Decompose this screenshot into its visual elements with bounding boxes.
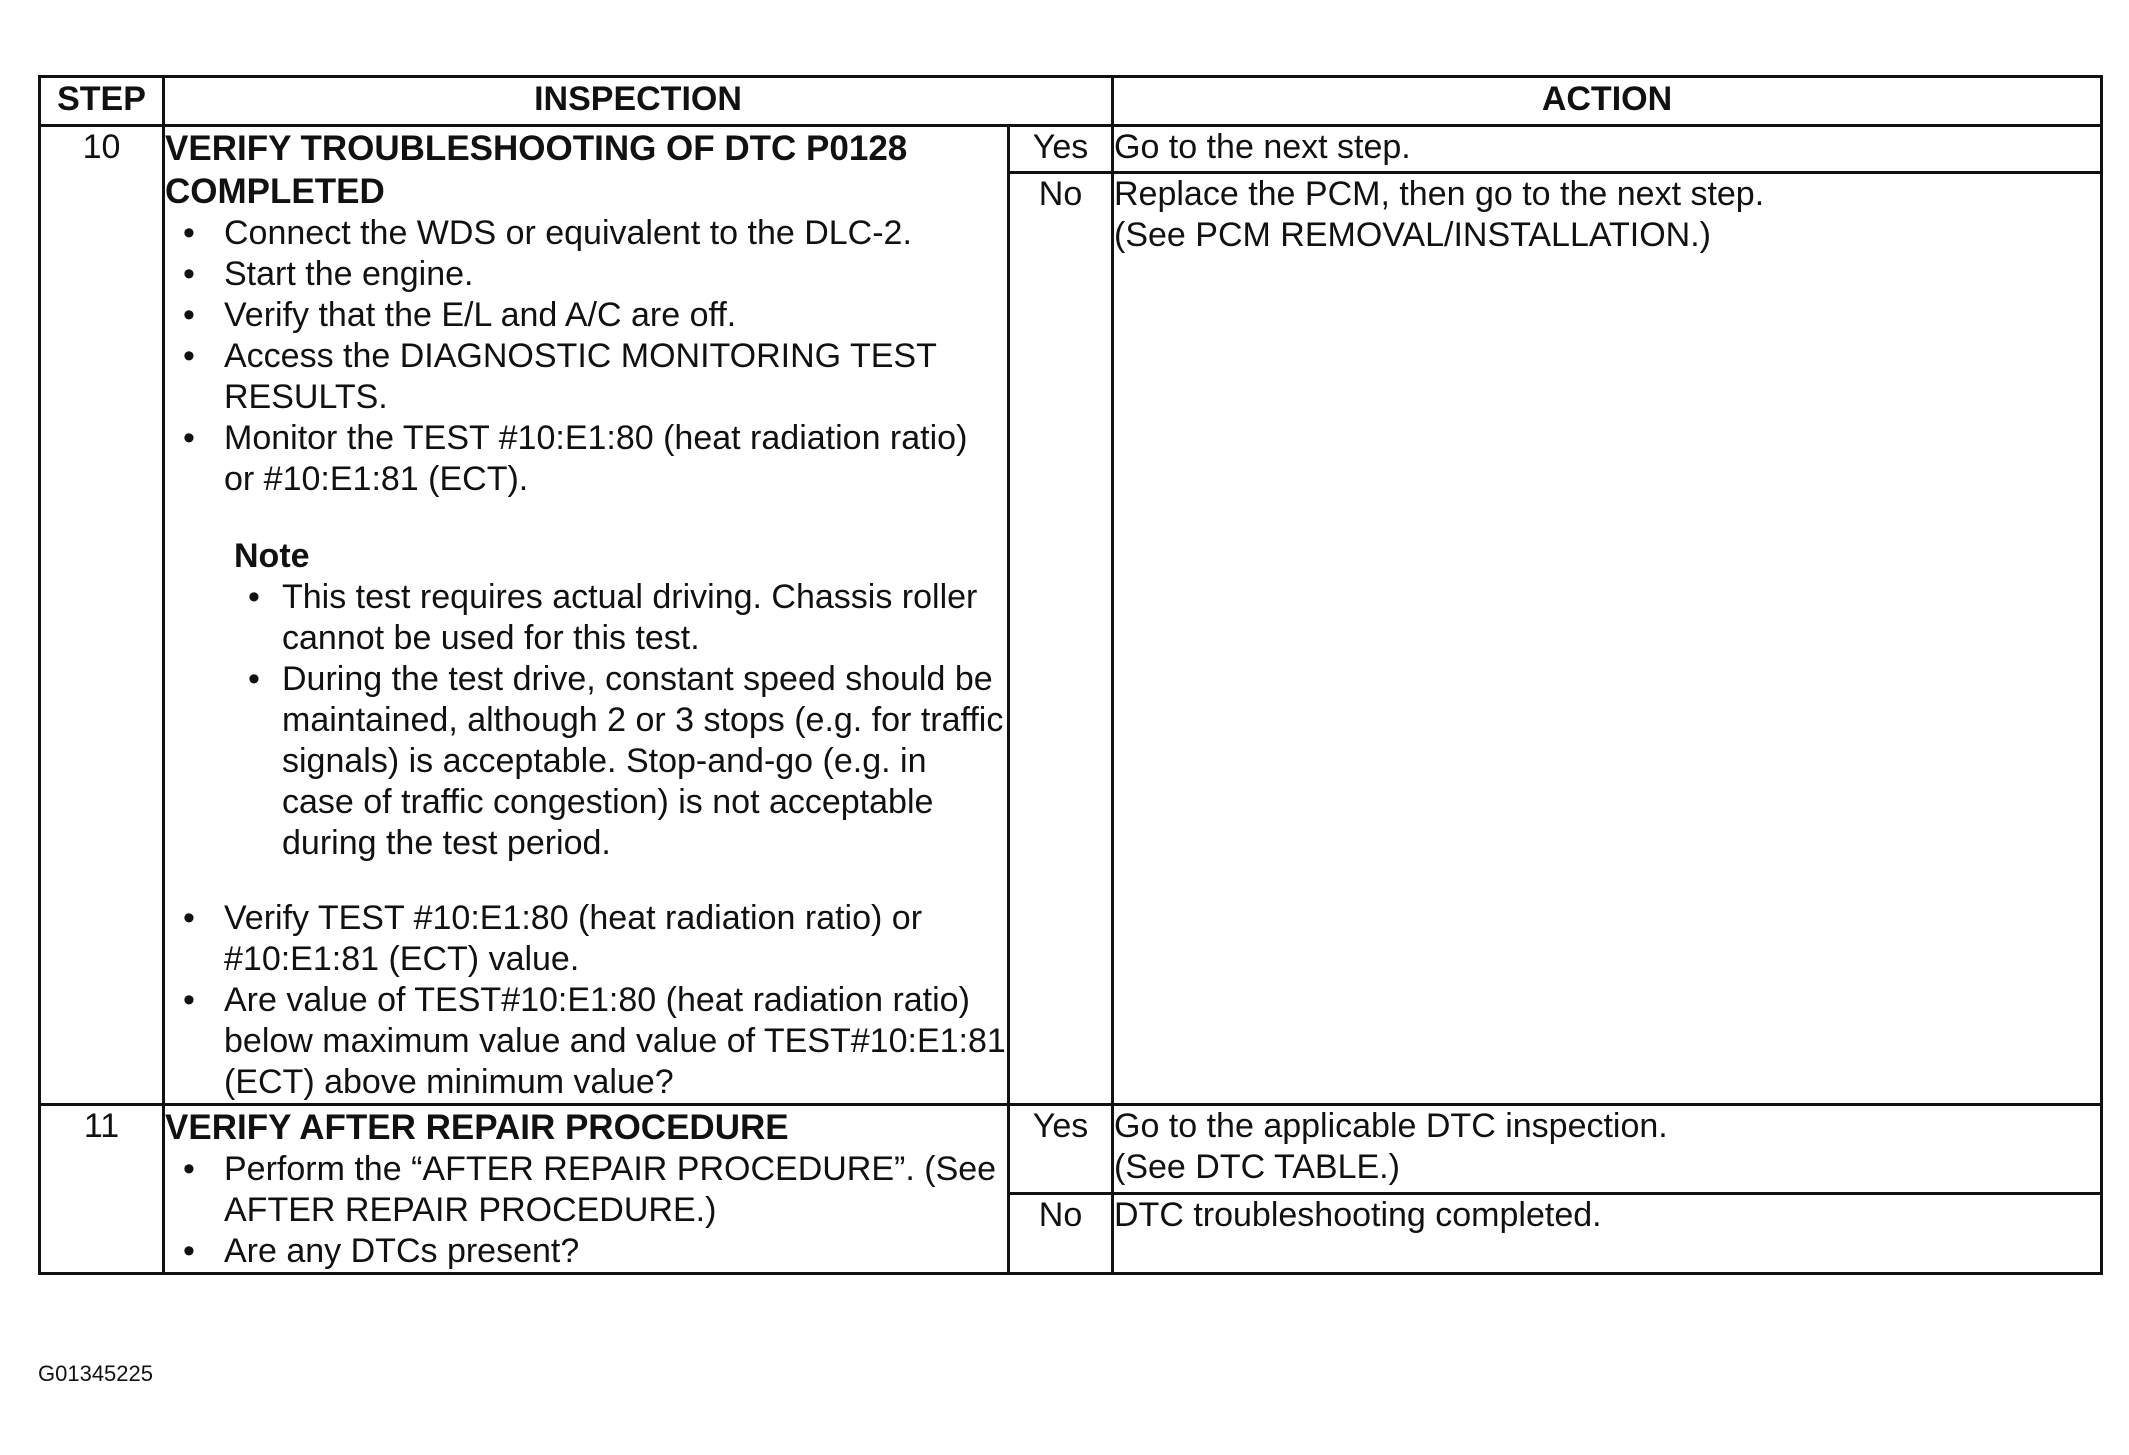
step-number: 10: [40, 126, 164, 1105]
diagnostic-table: [38, 75, 2103, 1275]
header-row: [40, 77, 2102, 126]
bullet-item: • Verify TEST #10:E1:80 (heat radiation ratio) or #10:E1:81 (ECT) value.: [165, 898, 1007, 980]
inspection-title: VERIFY TROUBLESHOOTING OF DTC P0128 COMPLETED: [165, 129, 908, 211]
header-step: STEP: [40, 77, 164, 126]
inspection-title: VERIFY AFTER REPAIR PROCEDURE: [165, 1108, 789, 1147]
yes-action-line: (See DTC TABLE.): [1114, 1148, 1400, 1186]
inspection-bullets: [165, 1149, 1007, 1272]
no-label: No: [1009, 1194, 1113, 1274]
bullet-item: • Are value of TEST#10:E1:80 (heat radiation ratio) below maximum value and value of TEST#10:E1:81 (ECT) above minimum value?: [165, 980, 1007, 1103]
figure-code: G01345225: [38, 1361, 153, 1386]
note-item: • This test requires actual driving. Chassis roller cannot be used for this test.: [234, 577, 1007, 659]
bullet-item: • Monitor the TEST #10:E1:80 (heat radiation ratio) or #10:E1:81 (ECT).: [165, 418, 1007, 500]
step-11-inspection: [164, 1105, 1009, 1274]
no-label: No: [1009, 173, 1113, 1105]
note-bullets: [234, 577, 1007, 864]
step-10-inspection: [164, 126, 1009, 1105]
bullet-item: • Access the DIAGNOSTIC MONITORING TEST RESULTS.: [165, 336, 1007, 418]
bullet-item: • Verify that the E/L and A/C are off.: [165, 295, 1007, 336]
note-title: Note: [234, 537, 310, 575]
step-11-yes-row: [40, 1105, 2102, 1194]
note-item: • During the test drive, constant speed should be maintained, although 2 or 3 stops (e.g. for traffic signals) is acceptable. Stop-and-go (e.g. in case of traffic congestion) is not acceptable during the test period.: [234, 659, 1007, 864]
inspection-bullets-after: [165, 898, 1007, 1103]
bullet-item: • Start the engine.: [165, 254, 1007, 295]
step-number: 11: [40, 1105, 164, 1274]
yes-label: Yes: [1009, 1105, 1113, 1194]
header-inspection: INSPECTION: [164, 77, 1113, 126]
yes-action: [1113, 1105, 2102, 1194]
header-action: ACTION: [1113, 77, 2102, 126]
note-block: [234, 536, 1007, 864]
yes-label: Yes: [1009, 126, 1113, 173]
yes-action-line: Go to the applicable DTC inspection.: [1114, 1107, 1668, 1145]
no-action: [1113, 173, 2102, 1105]
yes-action: Go to the next step.: [1113, 126, 2102, 173]
bullet-item: • Are any DTCs present?: [165, 1231, 1007, 1272]
bullet-item: • Connect the WDS or equivalent to the DLC-2.: [165, 213, 1007, 254]
inspection-bullets: [165, 213, 1007, 500]
no-action-line: Replace the PCM, then go to the next step.: [1114, 175, 1765, 213]
step-10-yes-row: [40, 126, 2102, 173]
no-action: DTC troubleshooting completed.: [1113, 1194, 2102, 1274]
no-action-line: (See PCM REMOVAL/INSTALLATION.): [1114, 216, 1712, 254]
bullet-item: • Perform the “AFTER REPAIR PROCEDURE”. (See AFTER REPAIR PROCEDURE.): [165, 1149, 1007, 1231]
